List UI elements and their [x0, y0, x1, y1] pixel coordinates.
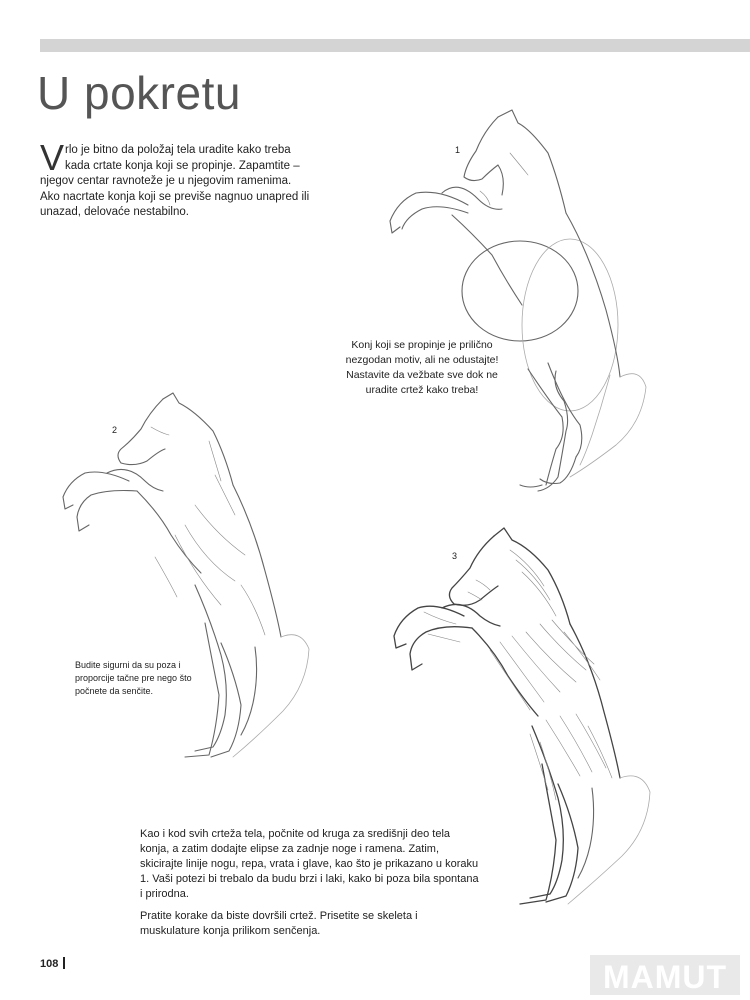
page-number-value: 108	[40, 958, 59, 970]
watermark-logo	[590, 955, 740, 995]
watermark-text: MAMUT	[602, 959, 728, 995]
rearing-horse-outline-sketch-icon	[380, 105, 670, 495]
step-2-number: 2	[112, 425, 118, 435]
rearing-horse-detailed-sketch-icon	[45, 385, 335, 785]
instructions-text	[140, 827, 480, 946]
top-header-bar	[40, 39, 750, 52]
step-1-number: 1	[455, 145, 461, 155]
step-1-caption: Konj koji se propinje je prilično nezgodan motiv, ali ne odustajte! Nastavite da vežbate sve dok ne uradite crtež kako treba!	[345, 339, 499, 396]
instructions-paragraph-1: Kao i kod svih crteža tela, počnite od kruga za središnji deo tela konja, a zatim dodajte elipse za zadnje noge i ramena. Zatim, skicirajte linije nogu, repa, vrata i glave, kao što je prikazano u koraku 1. Vaši potezi bi trebalo da budu brzi i laki, kako bi poza bila spontana i prirodna.	[140, 828, 479, 900]
page-number-separator	[63, 957, 65, 969]
step-2-note: Budite sigurni da su poza i proporcije tačne pre nego što počnete da senčite.	[75, 660, 192, 696]
intro-text: rlo je bitno da položaj tela uradite kako treba kada crtate konja koji se propinje. Zapamtite – njegov centar ravnoteže je u njegovim ramenima. Ako nacrtate konja koji se previše nagnuo unapred ili unazad, delovaće nestabilno.	[40, 144, 310, 218]
step-3-number: 3	[452, 551, 458, 561]
page-title: U pokretu	[37, 67, 241, 119]
intro-paragraph	[40, 137, 310, 221]
page-number	[40, 957, 65, 970]
instructions-paragraph-2: Pratite korake da biste dovršili crtež. Prisetite se skeleta i muskulature konja prilikom senčenja.	[140, 910, 418, 937]
intro-dropcap: V	[40, 137, 65, 178]
